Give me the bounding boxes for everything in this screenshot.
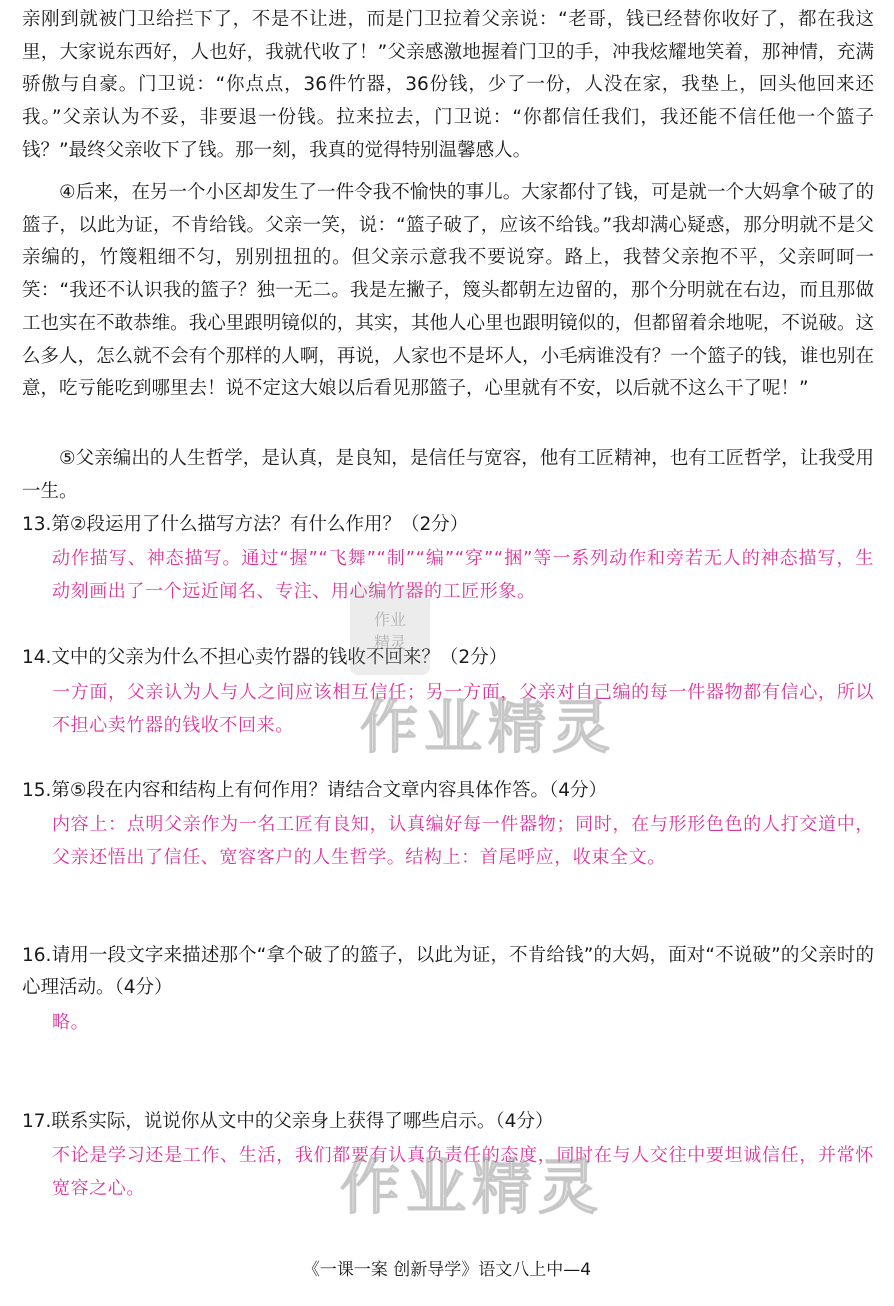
- answer-15: 内容上：点明父亲作为一名工匠有良知，认真编好每一件器物；同时，在与形形色色的人打交道中，父亲还悟出了信任、宽容客户的人生哲学。结构上：首尾呼应，收束全文。: [52, 814, 874, 868]
- question-14: 14.文中的父亲为什么不担心卖竹器的钱收不回来？（2分）: [22, 647, 508, 668]
- answer-16: 略。: [52, 1012, 90, 1033]
- watermark-stamp-line2: 精灵: [373, 633, 406, 652]
- question-16: 16.请用一段文字来描述那个“拿个破了的篮子，以此为证，不肯给钱”的大妈，面对“不说破”的父亲时的心理活动。（4分）: [22, 945, 874, 998]
- answer-14: 一方面，父亲认为人与人之间应该相互信任；另一方面，父亲对自己编的每一件器物都有信心，所以不担心卖竹器的钱收不回来。: [52, 682, 874, 736]
- answer-13: 动作描写、神态描写。通过“握”“飞舞”“制”“编”“穿”“捆”等一系列动作和旁若无人的神态描写，生动刻画出了一个远近闻名、专注、用心编竹器的工匠形象。: [52, 548, 874, 602]
- watermark-text-2: 作业精灵: [340, 1153, 604, 1223]
- paragraph-5: ⑤父亲编出的人生哲学，是认真，是良知，是信任与宽容，他有工匠精神，也有工匠哲学，让我受用一生。: [22, 448, 874, 502]
- question-17: 17.联系实际，说说你从文中的父亲身上获得了哪些启示。（4分）: [22, 1111, 554, 1132]
- watermark-stamp-line1: 作业: [373, 610, 406, 629]
- answer-17: 不论是学习还是工作、生活，我们都要有认真负责任的态度，同时在与人交往中要坦诚信任，并常怀宽容之心。: [52, 1145, 874, 1199]
- page-footer: 《一课一案 创新导学》语文八上中—4: [302, 1260, 592, 1280]
- watermark-text-1: 作业精灵: [360, 693, 617, 761]
- paragraph-continued: 亲刚到就被门卫给拦下了，不是不让进，而是门卫拉着父亲说：“老哥，钱已经替你收好了，都在我这里，大家说东西好，人也好，我就代收了！”父亲感激地握着门卫的手，冲我炫耀地笑着，那神情，充满骄傲与自豪。门卫说：“你点点，36件竹器，36份钱，少了一份，人没在家，我垫上，回头他回来还我。”父亲认为不妥，非要退一份钱。拉来拉去，门卫说：“你都信任我们，我还能不信任他一个篮子钱？”最终父亲收下了钱。那一刻，我真的觉得特别温馨感人。: [22, 9, 874, 161]
- question-13: 13.第②段运用了什么描写方法？有什么作用？（2分）: [22, 514, 469, 535]
- paragraph-4: ④后来，在另一个小区却发生了一件令我不愉快的事儿。大家都付了钱，可是就一个大妈拿个破了的篮子，以此为证，不肯给钱。父亲一笑，说：“篮子破了，应该不给钱。”我却满心疑惑，那分明就不是父亲编的，竹篾粗细不匀，别别扭扭的。但父亲示意我不要说穿。路上，我替父亲抱不平，父亲呵呵一笑：“我还不认识我的篮子？独一无二。我是左撇子，篾头都朝左边留的，那个分明就在右边，而且那做工也实在不敢恭维。我心里跟明镜似的，其实，其他人心里也跟明镜似的，但都留着余地呢，不说破。这么多人，怎么就不会有个那样的人啊，再说，人家也不是坏人，小毛病谁没有？一个篮子的钱，谁也别在意，吃亏能吃到哪里去！说不定这大娘以后看见那篮子，心里就有不安，以后就不这么干了呢！”: [22, 182, 874, 400]
- question-15: 15.第⑤段在内容和结构上有何作用？请结合文章内容具体作答。（4分）: [22, 780, 608, 801]
